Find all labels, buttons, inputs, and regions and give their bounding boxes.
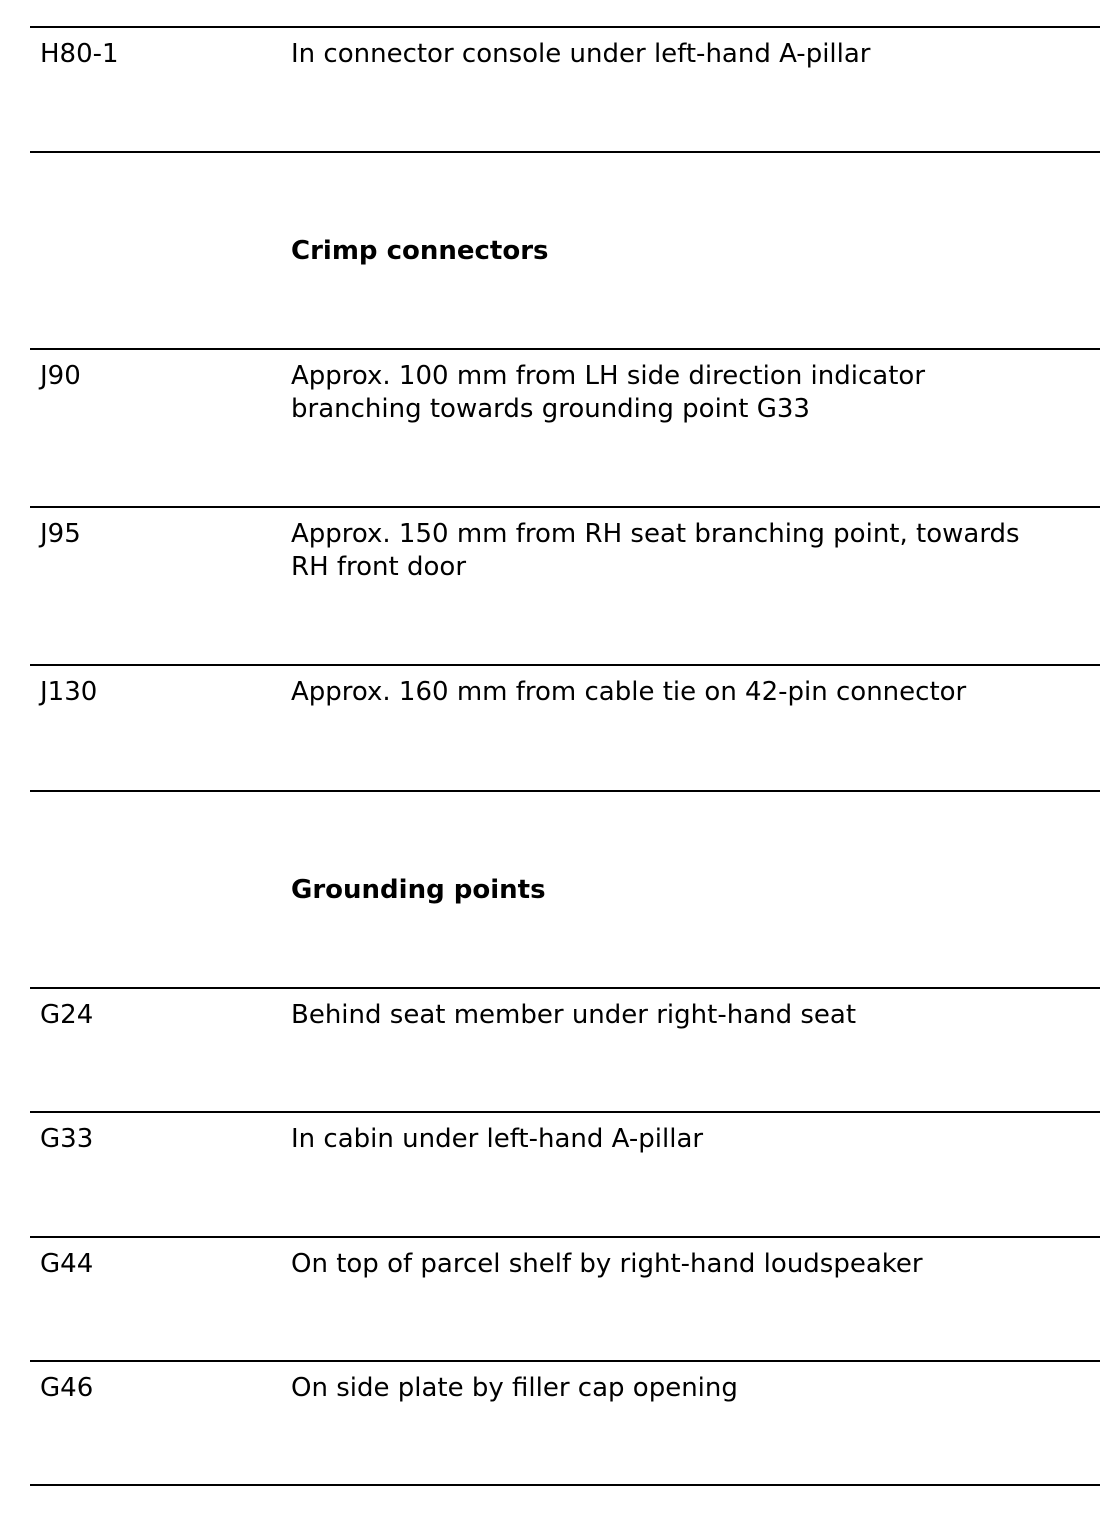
component-code: G33: [40, 1124, 94, 1154]
component-description: Behind seat member under right-hand seat: [291, 1000, 857, 1030]
table-rule: [30, 664, 1100, 666]
component-description: In connector console under left-hand A-pillar: [291, 39, 871, 69]
component-description: On top of parcel shelf by right-hand loudspeaker: [291, 1249, 923, 1279]
table-rule: [30, 1236, 1100, 1238]
table-rule: [30, 1111, 1100, 1113]
component-code: G24: [40, 1000, 94, 1030]
description-line: branching towards grounding point G33: [291, 394, 810, 424]
component-code: G44: [40, 1249, 94, 1279]
section-heading-grounding-points: Grounding points: [291, 875, 546, 905]
description-line: RH front door: [291, 552, 467, 582]
table-rule: [30, 1484, 1100, 1486]
component-code: J90: [40, 361, 81, 391]
description-line: Approx. 160 mm from cable tie on 42-pin connector: [291, 677, 967, 707]
table-rule: [30, 987, 1100, 989]
table-rule: [30, 506, 1100, 508]
table-rule: [30, 151, 1100, 153]
table-rule: [30, 1360, 1100, 1362]
component-description: In cabin under left-hand A-pillar: [291, 1124, 704, 1154]
component-description: [291, 360, 1091, 426]
component-description: [291, 518, 1091, 584]
description-line: Approx. 150 mm from RH seat branching point, towards: [291, 519, 1020, 549]
component-code: G46: [40, 1373, 94, 1403]
component-description: On side plate by filler cap opening: [291, 1373, 738, 1403]
table-rule: [30, 26, 1100, 28]
table-rule: [30, 790, 1100, 792]
component-code: J95: [40, 519, 81, 549]
component-description: [291, 676, 1091, 709]
description-line: Approx. 100 mm from LH side direction indicator: [291, 361, 926, 391]
component-code: H80-1: [40, 39, 119, 69]
section-heading-crimp-connectors: Crimp connectors: [291, 236, 549, 266]
table-rule: [30, 348, 1100, 350]
component-code: J130: [40, 677, 98, 707]
